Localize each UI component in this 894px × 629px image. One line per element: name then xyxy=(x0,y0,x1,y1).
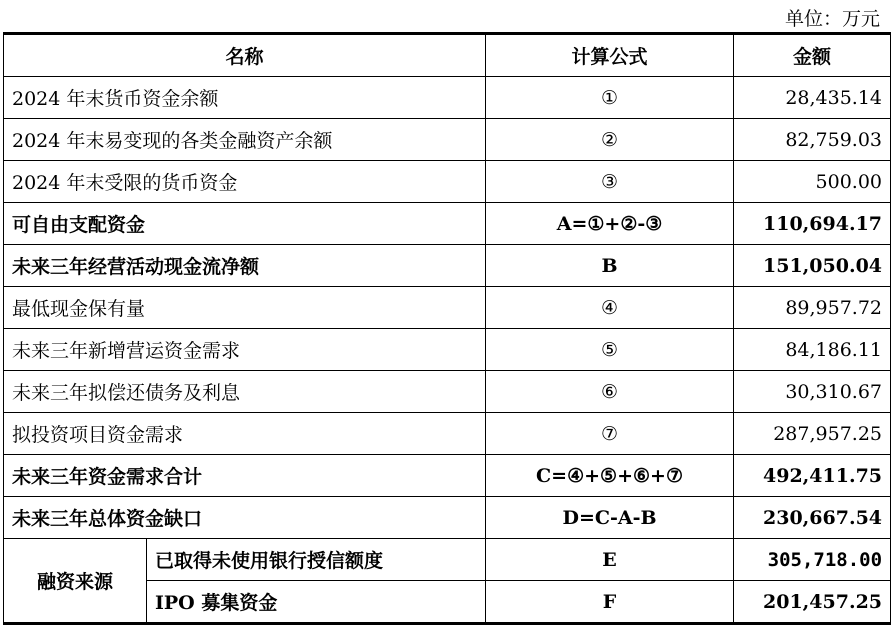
row-amount: 82,759.03 xyxy=(734,119,891,161)
table-row xyxy=(4,161,891,203)
row-amount: 492,411.75 xyxy=(734,455,891,497)
financing-item-amount: 201,457.25 xyxy=(734,581,891,624)
row-formula: D=C-A-B xyxy=(486,497,734,539)
row-name: 未来三年总体资金缺口 xyxy=(4,497,486,539)
row-amount: 287,957.25 xyxy=(734,413,891,455)
row-name: 2024 年末受限的货币资金 xyxy=(4,161,486,203)
table-row xyxy=(4,413,891,455)
table-row xyxy=(4,329,891,371)
row-formula: C=④+⑤+⑥+⑦ xyxy=(486,455,734,497)
table-row-subtotal xyxy=(4,455,891,497)
row-name: 拟投资项目资金需求 xyxy=(4,413,486,455)
table-row-subtotal xyxy=(4,497,891,539)
row-name: 可自由支配资金 xyxy=(4,203,486,245)
row-name: 未来三年经营活动现金流净额 xyxy=(4,245,486,287)
row-formula: ⑦ xyxy=(486,413,734,455)
row-formula: ⑥ xyxy=(486,371,734,413)
header-row xyxy=(4,34,891,77)
row-name: 2024 年末易变现的各类金融资产余额 xyxy=(4,119,486,161)
unit-label: 单位：万元 xyxy=(784,8,880,30)
financing-group-label: 融资来源 xyxy=(4,539,147,624)
header-formula: 计算公式 xyxy=(486,34,734,77)
row-amount: 30,310.67 xyxy=(734,371,891,413)
table-row-subtotal xyxy=(4,203,891,245)
row-amount: 230,667.54 xyxy=(734,497,891,539)
header-name: 名称 xyxy=(4,34,486,77)
row-name: 未来三年新增营运资金需求 xyxy=(4,329,486,371)
row-formula: ⑤ xyxy=(486,329,734,371)
financing-row xyxy=(4,539,891,581)
row-amount: 89,957.72 xyxy=(734,287,891,329)
header-amount: 金额 xyxy=(734,34,891,77)
financing-item-formula: E xyxy=(486,539,734,581)
financing-item-amount: 305,718.00 xyxy=(734,539,891,581)
financing-item-name: IPO 募集资金 xyxy=(147,581,486,624)
row-name: 2024 年末货币资金余额 xyxy=(4,77,486,119)
table-row-subtotal xyxy=(4,245,891,287)
row-formula: B xyxy=(486,245,734,287)
financing-item-name: 已取得未使用银行授信额度 xyxy=(147,539,486,581)
table-row xyxy=(4,77,891,119)
row-formula: ④ xyxy=(486,287,734,329)
row-formula: ② xyxy=(486,119,734,161)
row-name: 未来三年资金需求合计 xyxy=(4,455,486,497)
row-amount: 151,050.04 xyxy=(734,245,891,287)
row-formula: ③ xyxy=(486,161,734,203)
row-amount: 84,186.11 xyxy=(734,329,891,371)
row-amount: 28,435.14 xyxy=(734,77,891,119)
row-formula: ① xyxy=(486,77,734,119)
table-row xyxy=(4,119,891,161)
table-row xyxy=(4,287,891,329)
table-row xyxy=(4,371,891,413)
row-amount: 500.00 xyxy=(734,161,891,203)
financing-item-formula: F xyxy=(486,581,734,624)
row-amount: 110,694.17 xyxy=(734,203,891,245)
funding-gap-table xyxy=(3,32,891,625)
row-name: 未来三年拟偿还债务及利息 xyxy=(4,371,486,413)
row-name: 最低现金保有量 xyxy=(4,287,486,329)
row-formula: A=①+②-③ xyxy=(486,203,734,245)
